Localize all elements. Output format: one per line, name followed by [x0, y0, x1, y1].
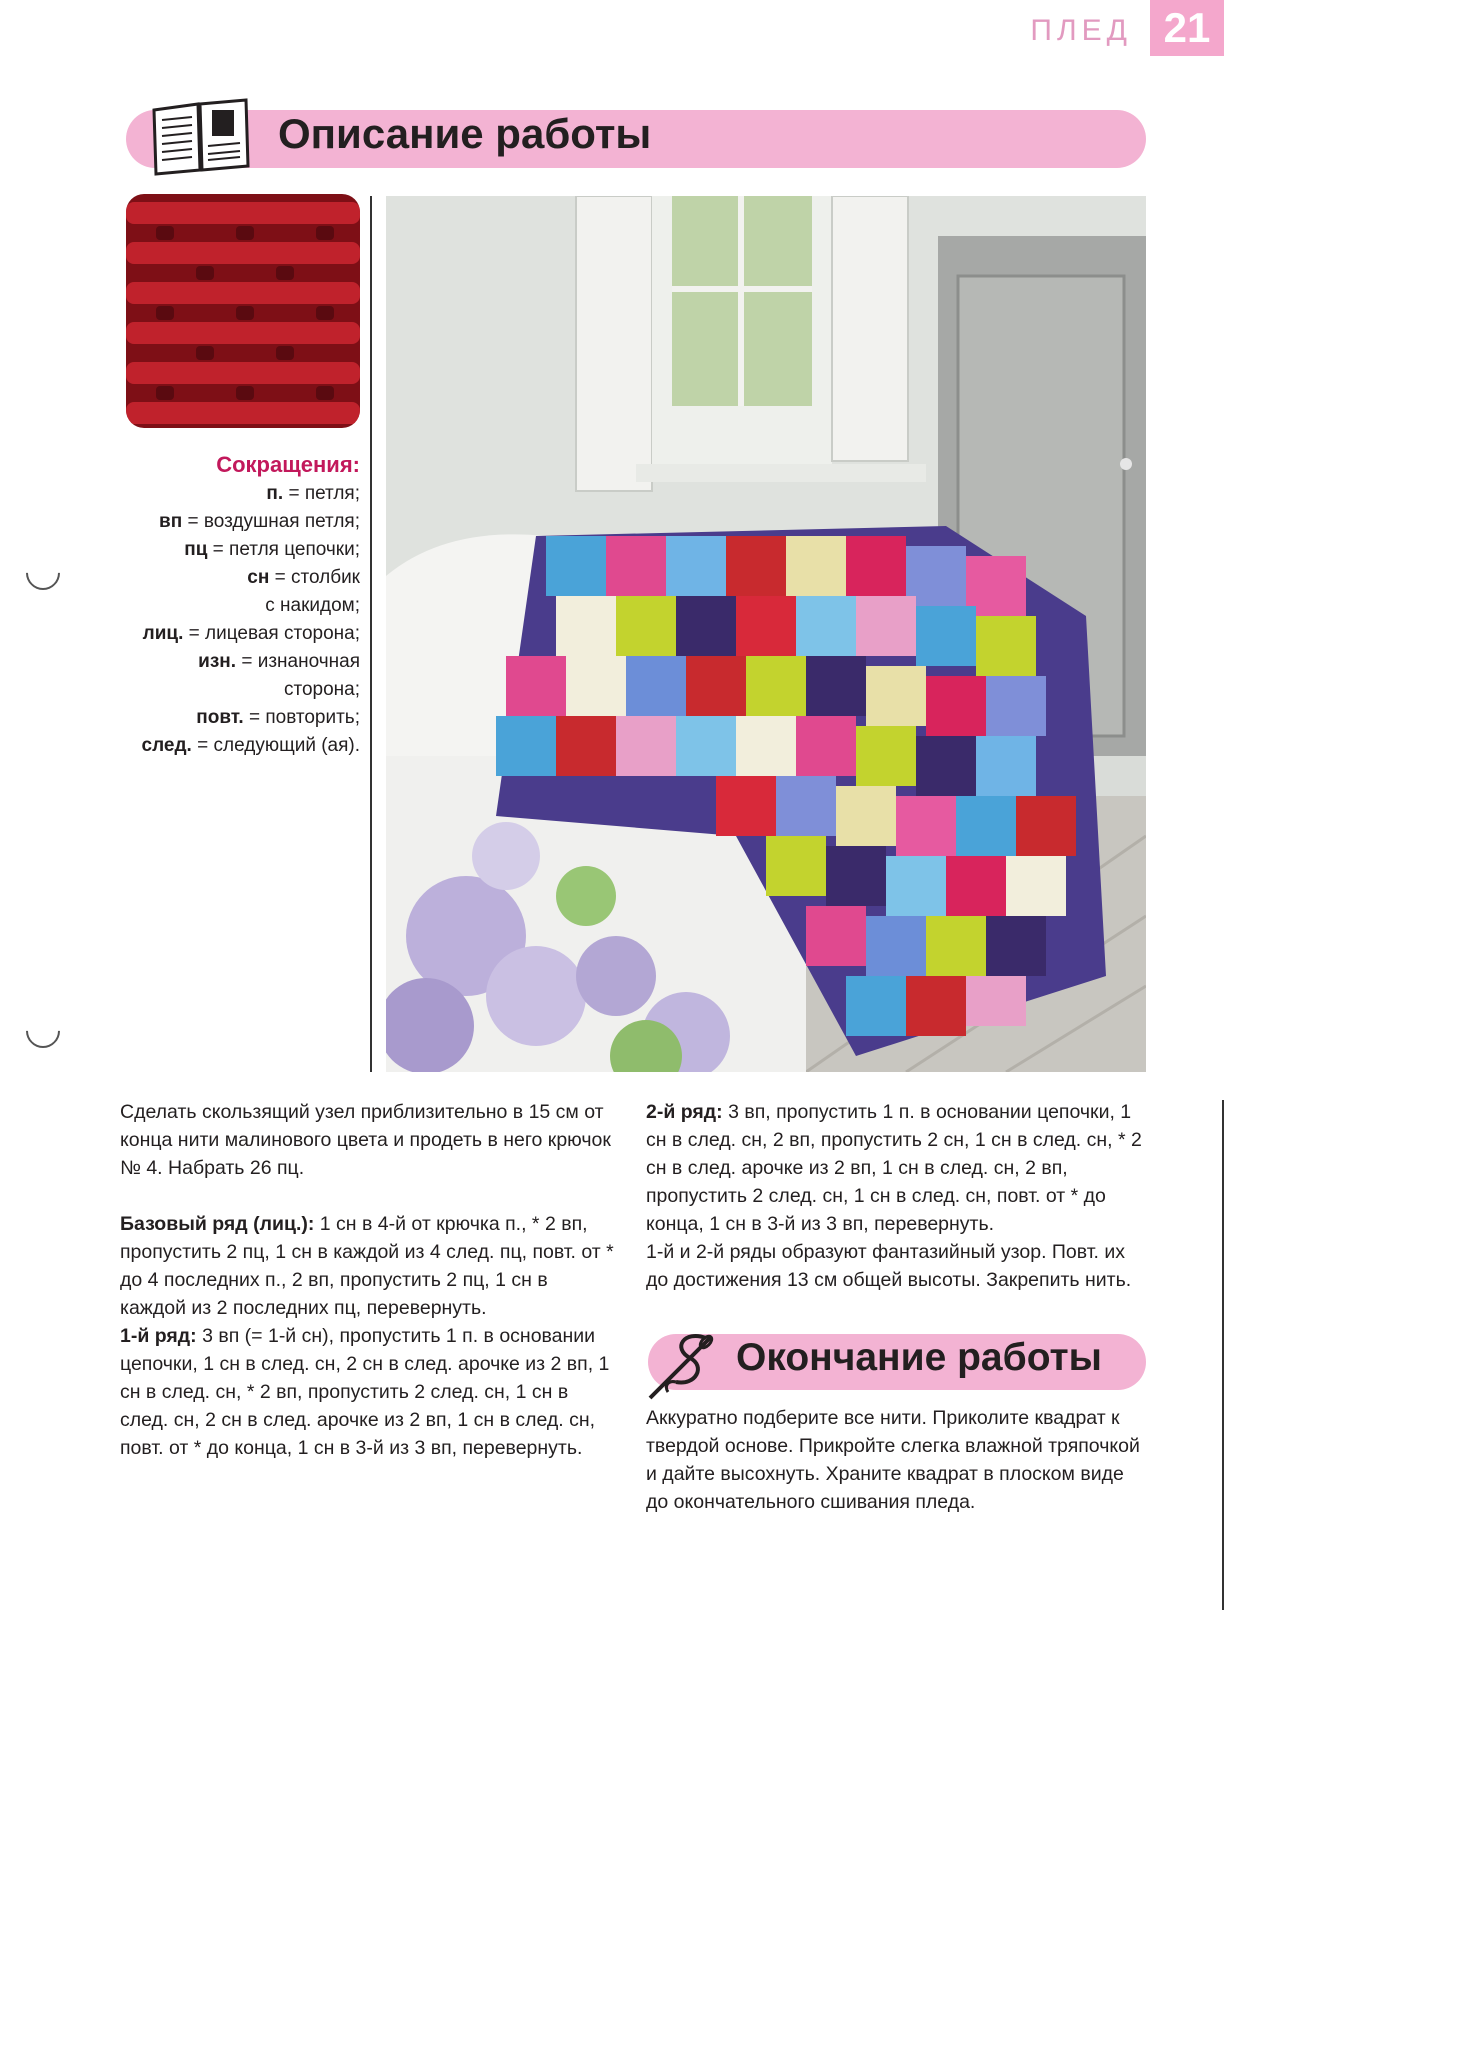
row2-paragraph — [646, 1098, 1148, 1238]
finishing-paragraph: Аккуратно подберите все нити. Приколите квадрат к твердой основе. Прикройте слегка влажной тряпочкой и дайте высохнуть. Храните квадрат в плоском виде до окончательного сшивания пледа. — [646, 1407, 1140, 1513]
abbreviation-value: = изнаночная — [236, 651, 360, 672]
abbreviation-key: вп — [159, 511, 183, 532]
row1-text: 3 вп (= 1-й сн), пропустить 1 п. в основании цепочки, 1 сн в след. сн, 2 сн в след. арочке из 2 вп, 1 сн в след. сн, * 2 вп, пропустить 2 след. сн, 1 сн в след. сн, 2 сн в след. арочке из 2 вп, 1 сн в след. сн, повт. от * до конца, 1 сн в 3-й из 3 вп, перевернуть. — [120, 1325, 610, 1459]
row2-label: 2-й ряд: — [646, 1101, 723, 1123]
intro-paragraph: Сделать скользящий узел приблизительно в 15 см от конца нити малинового цвета и продеть в него крючок № 4. Набрать 26 пц. — [120, 1101, 611, 1179]
abbreviations-heading: Сокращения: — [216, 452, 360, 477]
abbreviation-item — [88, 564, 360, 592]
abbreviations-list — [88, 480, 360, 760]
base-row-label: Базовый ряд (лиц.): — [120, 1213, 315, 1235]
abbreviation-value: сторона; — [283, 679, 360, 700]
section-title-description: Описание работы — [278, 110, 652, 157]
abbreviation-item — [88, 536, 360, 564]
abbreviation-value: = петля цепочки; — [207, 539, 360, 560]
abbreviation-value: = петля; — [283, 483, 360, 504]
abbreviation-value: = столбик — [269, 567, 360, 588]
instructions-left-column — [120, 1098, 618, 1462]
abbreviation-key: изн. — [198, 651, 237, 672]
patchwork-blanket-photo — [386, 196, 1146, 1072]
punch-hole — [19, 1007, 67, 1055]
abbreviation-value: с накидом; — [265, 595, 360, 616]
abbreviation-value: = лицевая сторона; — [183, 623, 360, 644]
abbreviation-item — [88, 676, 360, 704]
row1-paragraph — [120, 1322, 618, 1462]
needle-thread-icon — [644, 1324, 724, 1404]
abbreviation-item — [88, 480, 360, 508]
vertical-divider — [370, 196, 372, 1072]
abbreviation-item — [88, 704, 360, 732]
crochet-swatch-image — [126, 194, 360, 428]
section-title-finishing: Окончание работы — [736, 1336, 1102, 1379]
abbreviation-value: = повторить; — [243, 707, 360, 728]
abbreviation-value: = воздушная петля; — [182, 511, 360, 532]
pattern-note: 1-й и 2-й ряды образуют фантазийный узор. Повт. их до достижения 13 см общей высоты. Закрепить нить. — [646, 1241, 1132, 1291]
abbreviation-value: = следующий (ая). — [191, 735, 360, 756]
row1-label: 1-й ряд: — [120, 1325, 197, 1347]
base-row-text: 1 сн в 4-й от крючка п., * 2 вп, пропустить 2 пц, 1 сн в каждой из 4 след. пц, повт. от * до 4 последних п., 2 вп, пропустить 2 пц, 1 сн в каждой из 2 последних пц, перевернуть. — [120, 1213, 614, 1319]
abbreviation-key: п. — [266, 483, 284, 504]
abbreviation-key: сн — [247, 567, 270, 588]
row2-text: 3 вп, пропустить 1 п. в основании цепочки, 1 сн в след. сн, 2 вп, пропустить 2 сн, 1 сн в след. сн, * 2 сн в след. арочке из 2 вп, 1 сн в след. сн, 2 вп, пропустить 2 след. сн, 1 сн в след. сн, повт. от * до конца, 1 сн в 3-й из 3 вп, перевернуть. — [646, 1101, 1142, 1235]
page-edge-line — [1222, 1100, 1224, 1610]
abbreviation-key: лиц. — [142, 623, 184, 644]
abbreviation-item — [88, 592, 360, 620]
abbreviation-key: повт. — [196, 707, 244, 728]
abbreviation-item — [88, 648, 360, 676]
abbreviation-item — [88, 620, 360, 648]
abbreviation-item — [88, 732, 360, 760]
running-title: ПЛЕД — [1030, 14, 1132, 47]
page-number: 21 — [1163, 4, 1211, 51]
book-icon — [148, 96, 252, 176]
abbreviation-key: след. — [141, 735, 192, 756]
abbreviation-item — [88, 508, 360, 536]
abbreviation-key: пц — [184, 539, 208, 560]
instructions-right-column — [646, 1098, 1148, 1294]
base-row-paragraph — [120, 1210, 618, 1322]
punch-hole — [19, 549, 67, 597]
